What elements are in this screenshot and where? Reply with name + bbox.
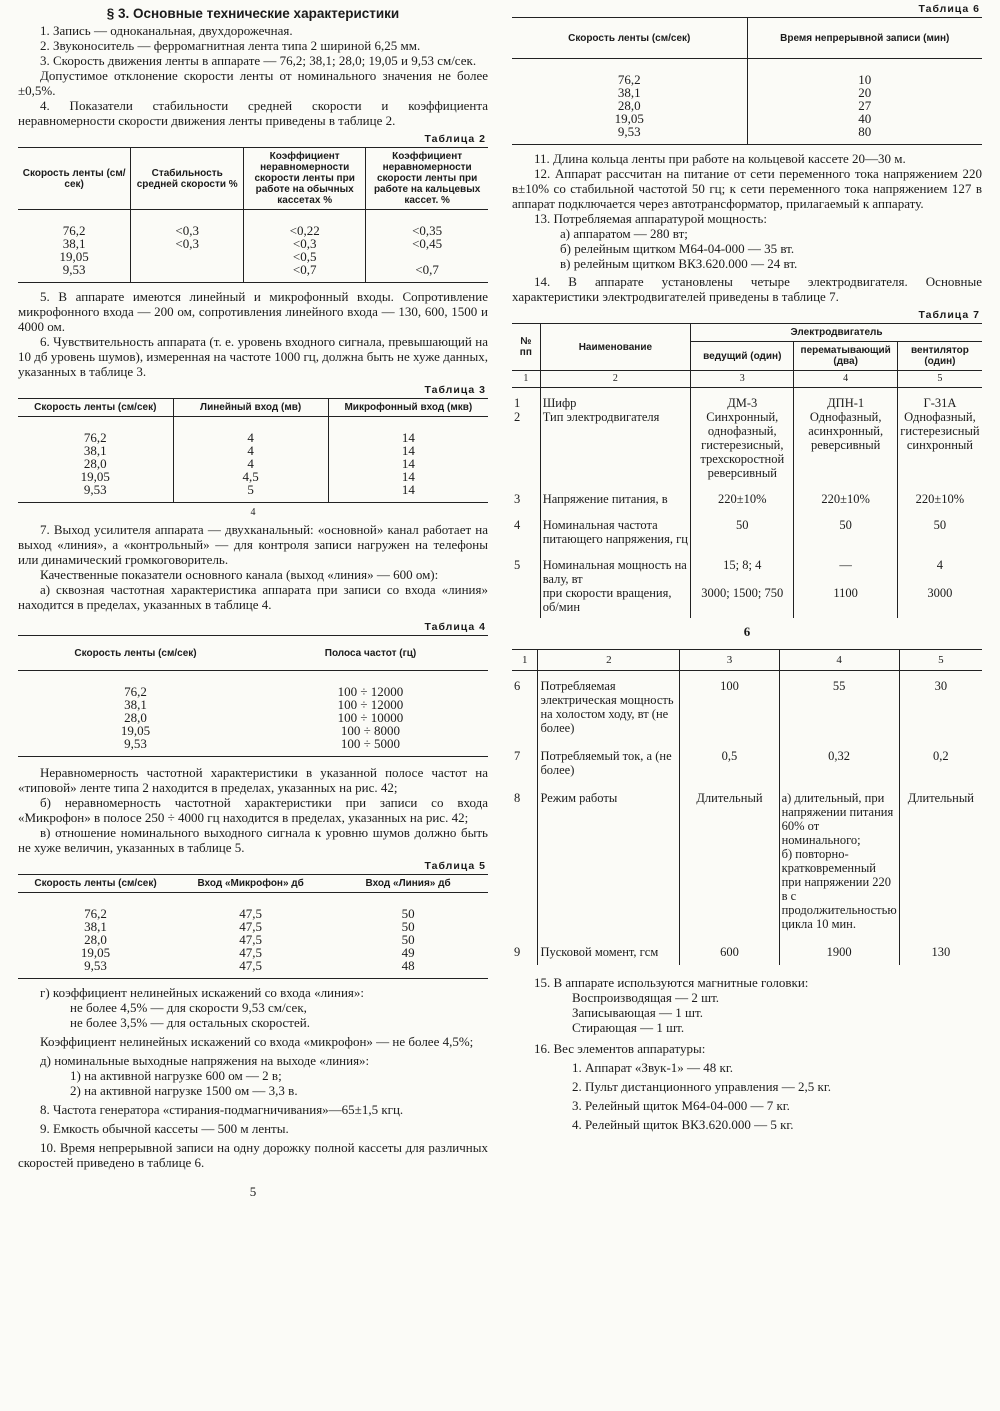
table-header: Линейный вход (мв) xyxy=(173,399,328,417)
table-5 xyxy=(18,874,488,979)
table-7-caption: Таблица 7 xyxy=(918,309,980,321)
table-cell: 4 xyxy=(173,457,328,470)
table-cell: Длительный xyxy=(899,783,982,937)
table-cell: 1900 xyxy=(779,937,899,965)
table-row xyxy=(512,99,982,112)
table-cell: 100 ÷ 12000 xyxy=(337,684,404,699)
column-index: 5 xyxy=(899,650,982,671)
table-header: Скорость ленты (см/сек) xyxy=(74,647,197,659)
paragraph: 6. Чувствительность аппарата (т. е. уровень входного сигнала, превышающий на 10 дб уровень шумов), измеренная на частоте 1000 гц, должна быть не хуже данных, указанных в таблице 3. xyxy=(18,334,488,379)
table-cell: 76,2 xyxy=(124,684,147,699)
table-row xyxy=(512,937,982,965)
paragraph: не более 4,5% — для скорости 9,53 см/сек, xyxy=(70,1000,307,1015)
paragraph: б) неравномерность частотной характеристики при записи со входа «Микрофон» в полосе 250 ÷ 4000 гц находится в пределах, указанных на рис. 42; xyxy=(18,795,488,825)
table-row xyxy=(18,698,488,711)
paragraph: Допустимое отклонение скорости ленты от номинального значения не более ±0,5%. xyxy=(18,68,488,98)
table-cell: Режим работы xyxy=(538,783,680,937)
table-header: Микрофонный вход (мкв) xyxy=(328,399,488,417)
table-cell: 47,5 xyxy=(239,919,263,934)
table-cell: 28,0 xyxy=(124,710,147,725)
table-cell: 19,05 xyxy=(80,945,111,960)
table-cell: 28,0 xyxy=(617,98,641,113)
column-index: 2 xyxy=(540,371,690,388)
table-row xyxy=(512,125,982,145)
table-cell: 8 xyxy=(514,791,521,805)
table-5-caption: Таблица 5 xyxy=(424,860,486,872)
table-cell: 5 xyxy=(173,483,328,503)
paragraph: 2. Пульт дистанционного управления — 2,5 кг. xyxy=(572,1079,831,1094)
table-row xyxy=(512,550,982,618)
table-3 xyxy=(18,398,488,503)
table-row xyxy=(18,959,488,979)
table-cell: 100 xyxy=(680,671,779,742)
table-cell: 50 xyxy=(401,919,415,934)
table-cell: 19,05 xyxy=(614,111,644,126)
page-marker: 4 xyxy=(250,507,256,518)
table-header: Полоса частот (гц) xyxy=(324,647,417,659)
table-row xyxy=(512,783,982,937)
table-cell: 100 ÷ 8000 xyxy=(340,723,401,738)
page-number: 6 xyxy=(743,624,751,639)
table-cell: 7 xyxy=(514,749,521,763)
table-row xyxy=(512,59,982,87)
table-cell: 3 xyxy=(514,492,521,506)
table-cell: Пусковой момент, гсм xyxy=(538,937,680,965)
table-cell: 14 xyxy=(328,470,488,483)
table-cell: 220±10% xyxy=(691,484,794,510)
table-cell: 100 ÷ 10000 xyxy=(337,710,404,725)
table-header: Коэффициент неравномерности скорости ленты при работе на обычных кассетах % xyxy=(244,148,366,210)
table-cell: 50 xyxy=(401,906,415,921)
table-cell: 19,05 xyxy=(80,469,110,484)
table-cell: <0,45 xyxy=(366,237,488,250)
paragraph: а) сквозная частотная характеристика аппарата при записи со входа «линия» находится в пределах, указанных в таблице 4. xyxy=(18,582,488,612)
table-header: № пп xyxy=(512,324,540,371)
paragraph: 1. Запись — одноканальная, двухдорожечная. xyxy=(40,23,293,38)
paragraph: 3. Релейный щиток М64-04-000 — 7 кг. xyxy=(572,1098,790,1113)
table-cell: Номинальная мощность на валу, вт при скорости вращения, об/мин xyxy=(540,550,690,618)
table-row xyxy=(18,210,488,238)
table-cell xyxy=(131,263,244,283)
table-cell: 9,53 xyxy=(124,736,147,751)
table-row xyxy=(18,417,488,445)
table-cell: <0,3 xyxy=(131,237,244,250)
table-cell: 4 xyxy=(173,444,328,457)
table-cell: 38,1 xyxy=(84,919,107,934)
table-cell: 14 xyxy=(328,457,488,470)
table-cell: 0,32 xyxy=(779,741,899,783)
paragraph: 7. Выход усилителя аппарата — двухканальный: «основной» канал работает на выход «линия», а «контрольный» — для контроля записи нагружен на телефоны или динамический громкоговоритель. xyxy=(18,522,488,567)
column-index: 3 xyxy=(691,371,794,388)
column-index: 2 xyxy=(538,650,680,671)
table-cell: 100 ÷ 12000 xyxy=(337,697,404,712)
table-cell: Потребляемая электрическая мощность на холостом ходу, вт (не более) xyxy=(538,671,680,742)
table-cell: 48 xyxy=(401,958,415,973)
column-index: 1 xyxy=(512,650,538,671)
table-cell: 50 xyxy=(897,510,982,550)
table-cell: 220±10% xyxy=(897,484,982,510)
table-header: Скорость ленты (см/сек) xyxy=(34,402,157,413)
paragraph: 4. Релейный щиток ВКЗ.620.000 — 5 кг. xyxy=(572,1117,794,1132)
table-cell: Номинальная частота питающего напряжения, гц xyxy=(540,510,690,550)
table-cell: 6 xyxy=(514,679,521,693)
table-header: Вход «Линия» дб xyxy=(365,878,451,889)
paragraph: 1) на активной нагрузке 600 ом — 2 в; xyxy=(70,1068,282,1083)
table-cell: 1 2 xyxy=(514,396,521,424)
table-cell: 47,5 xyxy=(239,906,263,921)
column-index: 1 xyxy=(512,371,540,388)
table-cell: 19,05 xyxy=(59,249,89,264)
table-cell: <0,3 xyxy=(131,210,244,238)
paragraph: д) номинальные выходные напряжения на выходе «линия»: xyxy=(40,1053,370,1068)
paragraph: не более 3,5% — для остальных скоростей. xyxy=(70,1015,310,1030)
table-cell: <0,35 xyxy=(366,210,488,238)
table-cell: 9,53 xyxy=(62,262,86,277)
paragraph: 2. Звуконоситель — ферромагнитная лента типа 2 шириной 6,25 мм. xyxy=(40,38,421,53)
table-row xyxy=(512,510,982,550)
table-cell: 28,0 xyxy=(84,932,107,947)
table-cell: 27 xyxy=(747,99,982,112)
paragraph: Стирающая — 1 шт. xyxy=(572,1020,685,1035)
table-cell: 50 xyxy=(401,932,415,947)
table-6 xyxy=(512,17,982,145)
table-cell: 30 xyxy=(899,671,982,742)
table-cell: 9,53 xyxy=(83,482,107,497)
table-cell: <0,7 xyxy=(366,263,488,283)
table-cell: 5 xyxy=(514,558,521,572)
table-row xyxy=(18,724,488,737)
table-cell: Длительный xyxy=(680,783,779,937)
table-cell: <0,7 xyxy=(244,263,366,283)
table-row xyxy=(512,484,982,510)
paragraph: в) релейным щитком ВКЗ.620.000 — 24 вт. xyxy=(560,256,798,271)
table-cell: 15; 8; 4 3000; 1500; 750 xyxy=(691,550,794,618)
table-cell: 100 ÷ 5000 xyxy=(340,736,401,751)
table-cell: 40 xyxy=(747,112,982,125)
column-index: 5 xyxy=(897,371,982,388)
table-cell: ДПН-1 Однофазный, асинхронный, реверсивный xyxy=(794,388,897,485)
paragraph: 15. В аппарате используются магнитные головки: xyxy=(534,975,809,990)
table-2 xyxy=(18,147,488,283)
table-header: Вход «Микрофон» дб xyxy=(197,878,304,889)
column-index: 3 xyxy=(680,650,779,671)
table-row xyxy=(18,893,488,921)
table-row xyxy=(18,483,488,503)
table-cell: 14 xyxy=(328,444,488,457)
table-cell: 50 xyxy=(691,510,794,550)
table-cell: 47,5 xyxy=(239,932,263,947)
table-cell: 130 xyxy=(899,937,982,965)
table-header: Скорость ленты (см/сек) xyxy=(568,32,691,44)
paragraph: 8. Частота генератора «стирания-подмагничивания»—65±1,5 кгц. xyxy=(40,1102,404,1117)
table-cell: 55 xyxy=(779,671,899,742)
table-cell: <0,22 xyxy=(244,210,366,238)
table-header: Время непрерывной записи (мин) xyxy=(747,18,982,59)
table-cell: 14 xyxy=(328,483,488,503)
left-column xyxy=(18,0,488,1199)
section-heading: § 3. Основные технические характеристики xyxy=(106,6,400,21)
table-cell: 220±10% xyxy=(794,484,897,510)
table-header: Наименование xyxy=(540,324,690,371)
table-header: Стабильность средней скорости % xyxy=(131,148,244,210)
table-cell: 28,0 xyxy=(83,456,107,471)
paragraph: а) аппаратом — 280 вт; xyxy=(560,226,688,241)
table-row xyxy=(512,741,982,783)
paragraph: Качественные показатели основного канала (выход «линия» — 600 ом): xyxy=(40,567,439,582)
table-cell: 76,2 xyxy=(62,223,86,238)
table-header: Скорость ленты (см/сек) xyxy=(22,167,126,190)
paragraph: в) отношение номинального выходного сигнала к уровню шумов должно быть не хуже величин, указанных в таблице 5. xyxy=(18,825,488,855)
right-column xyxy=(512,0,982,1132)
table-cell: <0,5 xyxy=(244,250,366,263)
paragraph: 12. Аппарат рассчитан на питание от сети переменного тока напряжением 220 в±10% со стабильной частотой 50 гц; к сети переменного тока напряжением 127 в аппарат подключается через автотрансформатор, прилагаемый к аппарату. xyxy=(512,166,982,211)
table-cell: 9,53 xyxy=(617,124,641,139)
table-cell: 0,2 xyxy=(899,741,982,783)
table-cell: 4 xyxy=(173,417,328,445)
table-cell: <0,3 xyxy=(244,237,366,250)
paragraph: Воспроизводящая — 2 шт. xyxy=(572,990,720,1005)
table-6-caption: Таблица 6 xyxy=(918,3,980,15)
table-cell: Г-31А Однофазный, гистерезисный синхронный xyxy=(897,388,982,485)
table-4 xyxy=(18,635,488,757)
table-cell: 9,53 xyxy=(84,958,107,973)
table-cell: 38,1 xyxy=(62,236,86,251)
table-cell: 600 xyxy=(680,937,779,965)
table-cell: 20 xyxy=(747,86,982,99)
page-number: 5 xyxy=(249,1184,257,1199)
table-row xyxy=(512,388,982,485)
table-cell: 49 xyxy=(401,945,415,960)
table-cell: 14 xyxy=(328,417,488,445)
paragraph: 10. Время непрерывной записи на одну дорожку полной кассеты для различных скоростей приведено в таблице 6. xyxy=(18,1140,488,1170)
table-cell: Шифр Тип электродвигателя xyxy=(540,388,690,485)
table-3-caption: Таблица 3 xyxy=(424,384,486,396)
table-cell: 4,5 xyxy=(173,470,328,483)
table-row xyxy=(512,86,982,99)
table-cell: 19,05 xyxy=(120,723,151,738)
table-2-caption: Таблица 2 xyxy=(424,133,486,145)
table-header: вентилятор (один) xyxy=(897,342,982,371)
table-cell: 38,1 xyxy=(83,443,107,458)
table-cell: Потребляемый ток, а (не более) xyxy=(538,741,680,783)
table-cell: 4 3000 xyxy=(897,550,982,618)
table-cell: 50 xyxy=(794,510,897,550)
table-cell: 4 xyxy=(514,518,521,532)
table-4-caption: Таблица 4 xyxy=(424,621,486,633)
paragraph: г) коэффициент нелинейных искажений со входа «линия»: xyxy=(40,985,365,1000)
table-cell: 80 xyxy=(747,125,982,145)
table-cell: — 1100 xyxy=(794,550,897,618)
paragraph: 11. Длина кольца ленты при работе на кольцевой кассете 20—30 м. xyxy=(534,151,906,166)
table-header: Электродвигатель xyxy=(691,324,982,342)
table-header: Коэффициент неравномерности скорости ленты при работе на кальцевых кассет. % xyxy=(366,148,488,210)
table-cell: Напряжение питания, в xyxy=(540,484,690,510)
table-cell: 10 xyxy=(747,59,982,87)
paragraph: б) релейным щитком М64-04-000 — 35 вт. xyxy=(560,241,795,256)
table-cell: 76,2 xyxy=(83,430,107,445)
table-row xyxy=(18,711,488,724)
paragraph: 5. В аппарате имеются линейный и микрофонный входы. Сопротивление микрофонного входа — 200 ом, сопротивления линейного входа — 130, 600, 1500 и 4000 ом. xyxy=(18,289,488,334)
paragraph: Неравномерность частотной характеристики в указанной полосе частот на «типовой» ленте типа 2 находится в пределах, указанных на рис. 42; xyxy=(18,765,488,795)
table-cell: 38,1 xyxy=(617,85,641,100)
table-header: перематывающий (два) xyxy=(794,342,897,371)
table-row xyxy=(18,737,488,757)
table-cell: 76,2 xyxy=(617,72,641,87)
paragraph: 9. Емкость обычной кассеты — 500 м ленты. xyxy=(40,1121,289,1136)
table-cell: а) длительный, при напряжении питания 60% от номинального; б) повторно-кратковременный при напряжении 220 в с продолжительностью цикла 10 мин. xyxy=(779,783,899,937)
table-cell: 38,1 xyxy=(124,697,147,712)
paragraph: 14. В аппарате установлены четыре электродвигателя. Основные характеристики электродвигателей приведены в таблице 7. xyxy=(512,274,982,304)
column-index: 4 xyxy=(794,371,897,388)
paragraph: 4. Показатели стабильности средней скорости и коэффициента неравномерности скорости движения ленты приведены в таблице 2. xyxy=(18,98,488,128)
paragraph: Записывающая — 1 шт. xyxy=(572,1005,703,1020)
table-cell: 47,5 xyxy=(239,958,263,973)
paragraph: 13. Потребляемая аппаратурой мощность: xyxy=(534,211,767,226)
table-7 xyxy=(512,323,982,618)
table-row xyxy=(18,671,488,699)
table-cell xyxy=(131,250,244,263)
table-row xyxy=(512,671,982,742)
table-cell: ДМ-3 Синхронный, однофазный, гистерезисный, трехскоростной реверсивный xyxy=(691,388,794,485)
paragraph: Коэффициент нелинейных искажений со входа «микрофон» — не более 4,5%; xyxy=(40,1034,474,1049)
column-index: 4 xyxy=(779,650,899,671)
table-header: Скорость ленты (см/сек) xyxy=(34,878,157,889)
paragraph: 3. Скорость движения ленты в аппарате — 76,2; 38,1; 28,0; 19,05 и 9,53 см/сек. xyxy=(40,53,477,68)
table-cell: 76,2 xyxy=(84,906,107,921)
table-cell: 47,5 xyxy=(239,945,263,960)
table-cell: 9 xyxy=(514,945,521,959)
table-row xyxy=(512,112,982,125)
table-cell: 0,5 xyxy=(680,741,779,783)
paragraph: 1. Аппарат «Звук-1» — 48 кг. xyxy=(572,1060,733,1075)
table-header: ведущий (один) xyxy=(691,342,794,371)
paragraph: 16. Вес элементов аппаратуры: xyxy=(534,1041,706,1056)
table-7-continued xyxy=(512,649,982,965)
paragraph: 2) на активной нагрузке 1500 ом — 3,3 в. xyxy=(70,1083,298,1098)
table-row xyxy=(18,263,488,283)
